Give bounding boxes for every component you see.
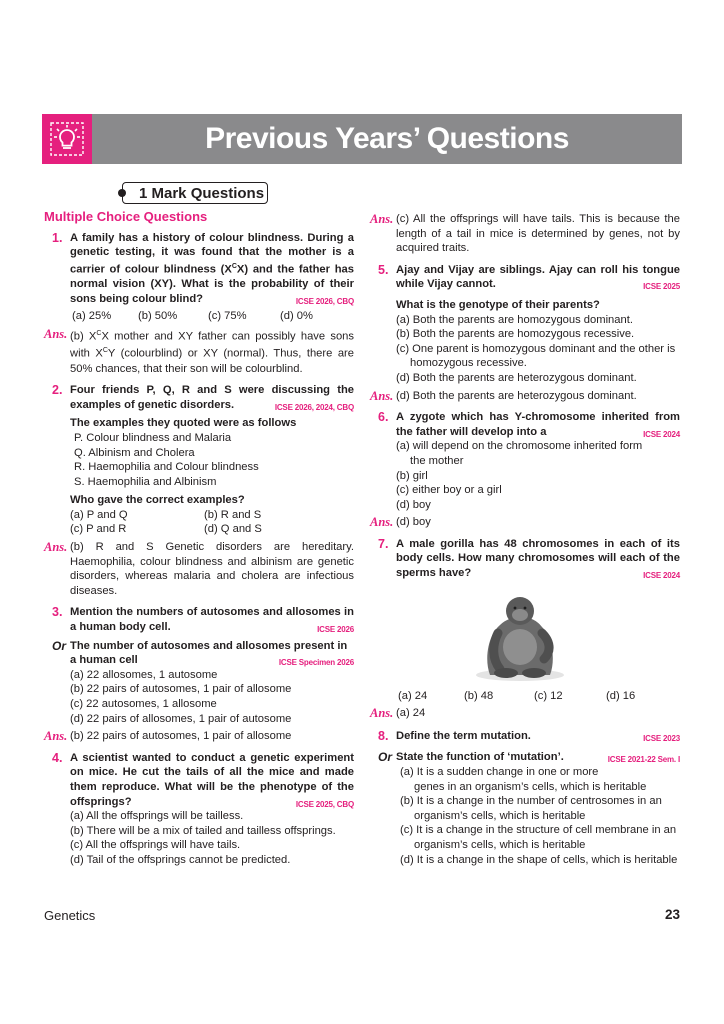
question-number: 3. <box>52 605 63 620</box>
option: (d) Tail of the offsprings cannot be predicted. <box>70 853 291 866</box>
option: (a) It is a sudden change in one or more genes in an organism’s cells, which is heritable <box>400 766 647 793</box>
answer-label: Ans. <box>370 706 394 721</box>
option: (a) 24 <box>398 689 428 702</box>
question-text <box>396 410 680 439</box>
exam-tag: ICSE 2026, CBQ <box>295 296 354 306</box>
question-number: 8. <box>378 728 389 743</box>
question-number: 1. <box>52 230 63 245</box>
or-question-3 <box>44 639 354 668</box>
exam-tag: ICSE 2021-22 Sem. I <box>607 755 680 765</box>
option: (c) 75% <box>208 310 247 323</box>
question-6 <box>370 410 680 439</box>
question-number: 7. <box>378 536 389 551</box>
answer-3 <box>44 729 354 744</box>
question-subheading: Who gave the correct examples? <box>70 494 245 507</box>
option: (c) P and R <box>70 523 127 536</box>
exam-tag: ICSE 2025 <box>643 282 680 292</box>
lightbulb-icon <box>42 114 92 164</box>
option: (d) It is a change in the shape of cells, which is heritable <box>400 853 678 866</box>
option: (c) either boy or a girl <box>396 484 502 497</box>
answer-label: Ans. <box>44 326 68 341</box>
answer-text: (b) 22 pairs of autosomes, 1 pair of allosome <box>70 730 292 743</box>
question-text <box>70 639 354 668</box>
option: (d) boy <box>396 498 431 511</box>
answer-2 <box>44 540 354 598</box>
options-row <box>370 689 680 704</box>
answer-label: Ans. <box>370 388 394 403</box>
left-column <box>44 210 354 868</box>
question-text-part: Four friends P, Q, R and S were discussing the examples of genetic disorders. <box>70 384 354 411</box>
answer-7 <box>370 706 680 721</box>
page-banner <box>42 114 682 164</box>
option: (c) All the offsprings will have tails. <box>70 839 241 852</box>
question-text <box>396 729 680 744</box>
answer-6 <box>370 515 680 530</box>
or-label: Or <box>52 638 67 653</box>
answer-1 <box>44 327 354 376</box>
or-question-8 <box>370 750 680 765</box>
answer-label: Ans. <box>370 212 394 226</box>
superscript: C <box>231 262 237 270</box>
option: (d) 16 <box>606 689 636 702</box>
examples-list <box>44 431 354 489</box>
page-title: Previous Years’ Questions <box>205 122 569 155</box>
answer-text: (b) R and S Genetic disorders are hereditary. Haemophilia, colour blindness and albinism are genetic disorders, whereas malaria and cholera are infectious diseases. <box>70 541 354 597</box>
question-4 <box>44 751 354 809</box>
answer-text-part: X mother and XY father can possibly have sons with X <box>70 330 354 360</box>
option: (d) Both the parents are heterozygous dominant. <box>396 371 637 384</box>
exam-tag: ICSE 2023 <box>643 733 680 743</box>
answer-label: Ans. <box>370 515 394 530</box>
option: (b) 50% <box>138 310 178 323</box>
question-text <box>396 750 680 765</box>
or-label: Or <box>378 750 393 765</box>
options-row <box>44 309 354 324</box>
question-7 <box>370 537 680 581</box>
exam-tag: ICSE 2024 <box>643 429 680 439</box>
option: (d) 22 pairs of allosomes, 1 pair of autosome <box>70 712 292 725</box>
option: (c) 22 autosomes, 1 allosome <box>70 698 217 711</box>
answer-label: Ans. <box>44 729 68 744</box>
question-text <box>70 231 354 307</box>
question-text-part: A scientist wanted to conduct a genetic experiment on mice. He cut the tails of all the mice and made them reproduce. What will be the phenotype of the offsprings? <box>70 751 354 808</box>
answer-text: (a) 24 <box>396 707 426 720</box>
exam-tag: ICSE 2026, 2024, CBQ <box>274 402 354 412</box>
question-text <box>396 263 680 292</box>
mcq-heading: Multiple Choice Questions <box>44 209 208 224</box>
section-tag <box>122 182 268 204</box>
question-number: 4. <box>52 750 63 765</box>
option: (d) 0% <box>280 310 313 323</box>
option: (b) R and S <box>204 508 262 521</box>
option: (b) 22 pairs of autosomes, 1 pair of allosome <box>70 683 292 696</box>
option: (c) One parent is homozygous dominant and the other is homozygous recessive. <box>396 342 676 370</box>
question-text-part: A male gorilla has 48 chromosomes in each of its body cells. How many chromosomes will each of the sperms have? <box>396 537 680 580</box>
option: (a) Both the parents are homozygous dominant. <box>396 313 633 326</box>
answer-label: Ans. <box>44 540 68 555</box>
question-3 <box>44 605 354 634</box>
question-text <box>70 605 354 634</box>
question-text <box>396 537 680 581</box>
option: (a) 22 allosomes, 1 autosome <box>70 668 218 681</box>
option: (d) Q and S <box>204 523 262 536</box>
question-8 <box>370 729 680 744</box>
question-1 <box>44 231 354 307</box>
question-subheading: What is the genotype of their parents? <box>396 298 600 311</box>
question-text <box>70 751 354 809</box>
option: (c) 12 <box>534 689 563 702</box>
answer-text: (c) All the offsprings will have tails. This is because the length of a tail in mice is determined by genes, not by acquired traits. <box>396 213 680 255</box>
option: (b) Both the parents are homozygous recessive. <box>396 328 635 341</box>
right-column <box>370 212 680 867</box>
question-text-part: Define the term mutation. <box>396 729 531 742</box>
page-number: 23 <box>664 907 680 922</box>
option: (c) It is a change in the structure of cell membrane in an organism’s cells, which is heritable <box>400 824 677 851</box>
question-text-part: A family has a history of colour blindness. During a genetic testing, it was found that the mother is a carrier of colour blindness (X <box>70 231 354 276</box>
exam-tag: ICSE 2026 <box>317 625 354 635</box>
exam-tag: ICSE Specimen 2026 <box>278 658 354 668</box>
question-text-part: State the function of ‘mutation’. <box>396 751 564 764</box>
question-text <box>70 383 354 412</box>
question-text-part: Ajay and Vijay are siblings. Ajay can roll his tongue while Vijay cannot. <box>396 263 680 291</box>
answer-text-part: Y (colourblind) or XY (normal). Thus, there are 50% chances, that their son will be colourblind. <box>70 347 354 375</box>
answer-4 <box>370 212 680 256</box>
option: (b) girl <box>396 469 428 482</box>
question-number: 6. <box>378 410 389 425</box>
answer-text: (d) Both the parents are heterozygous dominant. <box>396 389 637 402</box>
option: (a) P and Q <box>70 508 128 521</box>
option: (a) All the offsprings will be tailless. <box>70 810 244 823</box>
question-subheading: The examples they quoted were as follows <box>70 417 297 430</box>
option: (b) 48 <box>464 689 494 702</box>
footer-chapter: Genetics <box>44 908 96 923</box>
list-item: P. Colour blindness and Malaria <box>74 431 232 444</box>
question-text-part: X) and the father has normal vision (XY). What is the probability of their sons being colour blind? <box>70 263 355 305</box>
question-number: 5. <box>378 262 389 277</box>
options-grid <box>44 508 354 537</box>
option: (b) It is a change in the number of centrosomes in an organism’s cells, which is heritable <box>400 795 662 822</box>
gorilla-illustration <box>470 589 570 683</box>
bullet-icon <box>118 189 126 197</box>
answer-text-part: (b) X <box>70 330 97 343</box>
section-tag-label: 1 Mark Questions <box>139 184 265 202</box>
superscript: C <box>96 329 102 337</box>
question-text-part: A zygote which has Y-chromosome inherited from the father will develop into a <box>396 411 680 438</box>
question-text-part: Mention the numbers of autosomes and allosomes in a human body cell. <box>70 606 354 634</box>
superscript: C <box>102 347 108 355</box>
question-2 <box>44 383 354 412</box>
question-text-part: The number of autosomes and allosomes present in a human cell <box>70 639 348 667</box>
option: (b) There will be a mix of tailed and tailless offsprings. <box>70 824 336 837</box>
answer-5 <box>370 389 680 404</box>
question-5 <box>370 263 680 292</box>
exam-tag: ICSE 2025, CBQ <box>295 799 354 809</box>
question-number: 2. <box>52 383 63 398</box>
option: (a) will depend on the chromosome inherited form the mother <box>396 440 643 467</box>
list-item: Q. Albinism and Cholera <box>74 446 195 459</box>
list-item: R. Haemophilia and Colour blindness <box>74 461 259 474</box>
list-item: S. Haemophilia and Albinism <box>74 475 217 488</box>
option: (a) 25% <box>72 310 112 323</box>
answer-text: (d) boy <box>396 516 431 529</box>
exam-tag: ICSE 2024 <box>643 571 680 581</box>
